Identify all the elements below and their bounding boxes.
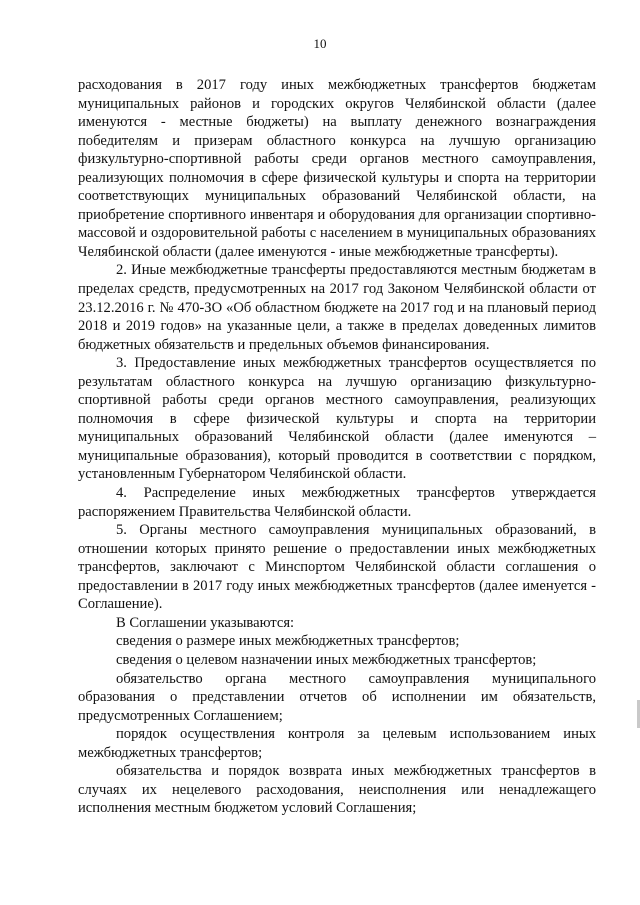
paragraph-agreement-intro: В Соглашении указываются: — [116, 614, 295, 631]
paragraph-item-5: 5. Органы местного самоуправления муниципальных образований, в отношении которых принято решение о предоставлении иных межбюджетных трансфертов, заключают с Минспортом Челябинской области соглашения о предоставлении в 2017 году иных межбюджетных трансфертов (далее именуется - Соглашение). — [78, 522, 596, 613]
paragraph-agreement-return: обязательства и порядок возврата иных межбюджетных трансфертов в случаях их нецелевого расходования, неисполнения или ненадлежащего исполнения местным бюджетом условий Соглашения; — [78, 763, 596, 817]
paragraph-item-4: 4. Распределение иных межбюджетных трансфертов утверждается распоряжением Правительства Челябинской области. — [78, 485, 596, 520]
paragraph-continuation: расходования в 2017 году иных межбюджетных трансфертов бюджетам муниципальных районов и городских округов Челябинской области (далее именуются - местные бюджеты) на выплату денежного вознаграждения победителям и призерам областного конкурса на лучшую организацию физкультурно-спортивной работы среди органов местного самоуправления, реализующих полномочия в сфере физической культуры и спорта на территории соответствующих муниципальных образований Челябинской области, на приобретение спортивного инвентаря и оборудования для организации спортивно-массовой и оздоровительной работы с населением в муниципальных образованиях Челябинской области (далее именуются - иные межбюджетные трансферты). — [78, 77, 596, 260]
paragraph-item-2: 2. Иные межбюджетные трансферты предоставляются местным бюджетам в пределах средств, предусмотренных на 2017 год Законом Челябинской области от 23.12.2016 г. № 470-ЗО «Об областном бюджете на 2017 год и на плановый период 2018 и 2019 годов» на указанные цели, а также в пределах доведенных лимитов бюджетных обязательств и предельных объемов финансирования. — [78, 262, 596, 353]
page-number: 10 — [313, 36, 327, 51]
paragraph-agreement-reporting: обязательство органа местного самоуправления муниципального образования о представлении отчетов об исполнении им обязательств, предусмотренных Соглашением; — [78, 670, 596, 724]
paragraph-agreement-size: сведения о размере иных межбюджетных трансфертов; — [116, 633, 460, 650]
paragraph-agreement-purpose: сведения о целевом назначении иных межбюджетных трансфертов; — [116, 651, 537, 668]
document-body — [78, 76, 596, 818]
paragraph-agreement-control: порядок осуществления контроля за целевым использованием иных межбюджетных трансфертов; — [78, 726, 596, 761]
paragraph-item-3: 3. Предоставление иных межбюджетных трансфертов осуществляется по результатам областного конкурса на лучшую организацию физкультурно-спортивной работы среди органов местного самоуправления, реализующих полномочия в сфере физической культуры и спорта на территории муниципальных образований Челябинской области (далее именуются – муниципальные образования), который проводится в соответствии с порядком, установленным Губернатором Челябинской области. — [78, 355, 596, 483]
